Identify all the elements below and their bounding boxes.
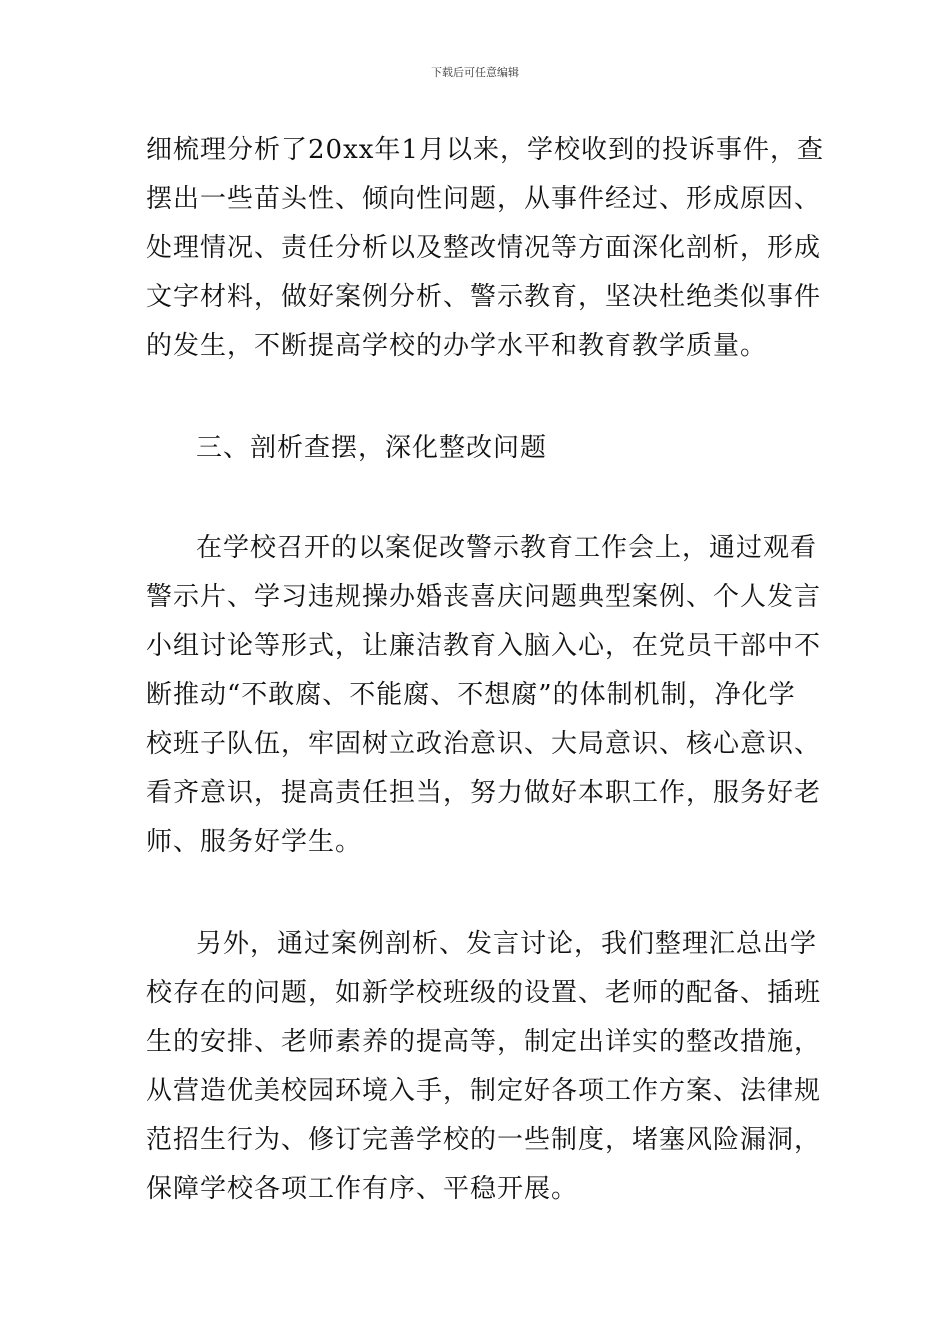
paragraph-4-line-6: 保障学校各项工作有序、平稳开展。 xyxy=(146,1174,579,1204)
paragraph-3-line-3: 小组讨论等形式，让廉洁教育入脑入心，在党员干部中不 xyxy=(146,631,822,661)
page-header: 下载后可任意编辑 xyxy=(431,66,519,79)
paragraph-4-line-1: 另外，通过案例剖析、发言讨论，我们整理汇总出学 xyxy=(196,929,818,959)
paragraph-1-line-4: 文字材料，做好案例分析、警示教育，坚决杜绝类似事件 xyxy=(146,282,822,312)
paragraph-3-line-6: 看齐意识，提高责任担当，努力做好本职工作，服务好老 xyxy=(146,778,822,808)
paragraph-3-line-5: 校班子队伍，牢固树立政治意识、大局意识、核心意识、 xyxy=(146,729,822,759)
paragraph-3-line-7: 师、服务好学生。 xyxy=(146,827,363,857)
paragraph-4-line-2: 校存在的问题，如新学校班级的设置、老师的配备、插班 xyxy=(146,978,822,1008)
paragraph-4-line-5: 范招生行为、修订完善学校的一些制度，堵塞风险漏洞， xyxy=(146,1125,822,1155)
paragraph-1-line-3: 处理情况、责任分析以及整改情况等方面深化剖析，形成 xyxy=(146,233,822,263)
paragraph-4-line-3: 生的安排、老师素养的提高等，制定出详实的整改措施， xyxy=(146,1027,822,1057)
paragraph-3-line-1: 在学校召开的以案促改警示教育工作会上，通过观看 xyxy=(196,533,818,563)
paragraph-1-line-2: 摆出一些苗头性、倾向性问题，从事件经过、形成原因、 xyxy=(146,184,822,214)
paragraph-1-line-1: 细梳理分析了20xx年1月以来，学校收到的投诉事件，查 xyxy=(146,135,824,165)
paragraph-3-line-4: 断推动“不敢腐、不能腐、不想腐”的体制机制，净化学 xyxy=(146,680,796,710)
paragraph-4-line-4: 从营造优美校园环境入手，制定好各项工作方案、法律规 xyxy=(146,1076,822,1106)
paragraph-1-line-5: 的发生，不断提高学校的办学水平和教育教学质量。 xyxy=(146,331,768,361)
paragraph-3-line-2: 警示片、学习违规操办婚丧喜庆问题典型案例、个人发言 xyxy=(146,582,822,612)
section-heading: 三、剖析查摆，深化整改问题 xyxy=(196,433,548,463)
